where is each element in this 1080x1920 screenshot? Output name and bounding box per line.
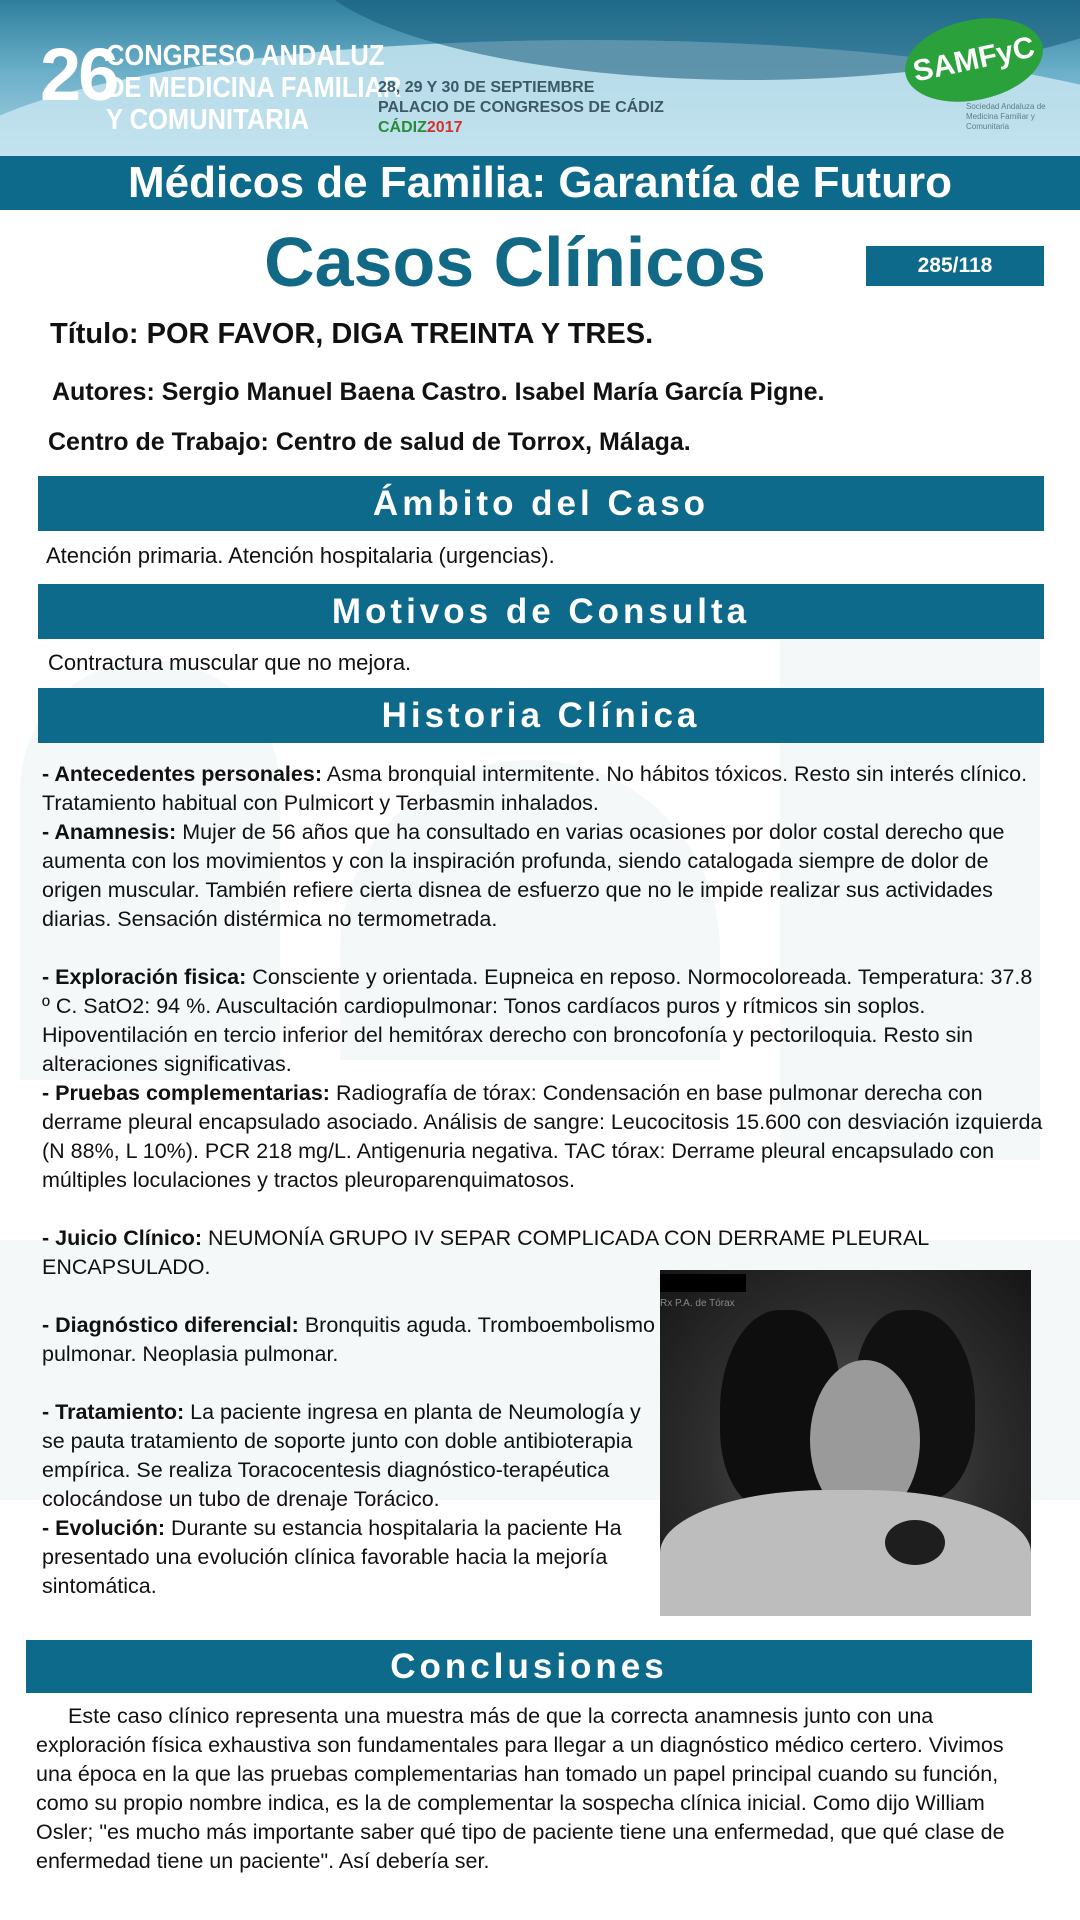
juicio-paragraph: - Juicio Clínico: NEUMONÍA GRUPO IV SEPAR COMPLICADA CON DERRAME PLEURAL ENCAPSULADO. xyxy=(42,1226,929,1279)
pruebas-paragraph: - Pruebas complementarias: Radiografía de tórax: Condensación en base pulmonar derecha con derrame pleural encapsulado asociado. Análisis de sangre: Leucocitosis 15.600 con desviación izquierda (N 88%, L 10%). PCR 218 mg/L. Antigenuria negativa. TAC tórax: Derrame pleural encapsulado con múltiples loculaciones y tractos pleuroparenquimatosos. xyxy=(42,1081,1043,1192)
section-header-ambito: Ámbito del Caso xyxy=(38,476,1044,531)
xray-caption: Rx P.A. de Tórax xyxy=(660,1298,735,1309)
diagnostico-paragraph: - Diagnóstico diferencial: Bronquitis aguda. Tromboembolismo pulmonar. Neoplasia pulmonar. xyxy=(42,1313,655,1366)
antecedentes-paragraph: - Antecedentes personales: Asma bronquial intermitente. No hábitos tóxicos. Resto sin interés clínico. Tratamiento habitual con Pulmicort y Terbasmin inhalados. xyxy=(42,762,1028,815)
case-workplace: Centro de Trabajo: Centro de salud de Torrox, Málaga. xyxy=(48,428,691,456)
congress-number: 26 xyxy=(40,33,117,116)
evolucion-paragraph: - Evolución: Durante su estancia hospitalaria la paciente Ha presentado una evolución clínica favorable hacia la mejoría sintomática. xyxy=(42,1516,622,1598)
conclusiones-text: Este caso clínico representa una muestra más de que la correcta anamnesis junto con una exploración física exhaustiva son fundamentales para llegar a un diagnóstico médico certero. Vivimos una época en la que las pruebas complementarias han tomado un papel principal cuando su función, como su propio nombre indica, es la de complementar la sospecha clínica inicial. Como dijo William Osler; "es mucho más importante saber qué tipo de paciente tiene una enfermedad, que qué clase de enfermedad tiene un paciente". Así debería ser. xyxy=(36,1704,1005,1873)
congress-banner xyxy=(0,0,1080,156)
ambito-text: Atención primaria. Atención hospitalaria (urgencias). xyxy=(46,543,555,568)
section-header-conclusiones: Conclusiones xyxy=(26,1640,1032,1693)
samfyc-subtitle: Sociedad Andaluza de Medicina Familiar y Comunitaria xyxy=(966,102,1046,131)
case-authors: Autores: Sergio Manuel Baena Castro. Isabel María García Pigne. xyxy=(52,378,825,406)
section-header-motivos: Motivos de Consulta xyxy=(38,584,1044,639)
anamnesis-paragraph: - Anamnesis: Mujer de 56 años que ha consultado en varias ocasiones por dolor costal derecho que aumenta con los movimientos y con la inspiración profunda, siendo catalogada siempre de dolor de origen muscular. También refiere cierta disnea de esfuerzo que no le impide realizar sus actividades diarias. Sensación distérmica no termometrada. xyxy=(42,820,1005,931)
congress-name: CONGRESO ANDALUZ DE MEDICINA FAMILIAR Y COMUNITARIA xyxy=(106,40,402,136)
tratamiento-paragraph: - Tratamiento: La paciente ingresa en planta de Neumología y se pauta tratamiento de soporte junto con doble antibioterapia empírica. Se realiza Toracocentesis diagnóstico-terapéutica colocándose un tubo de drenaje Torácico. xyxy=(42,1400,641,1511)
event-info: 28, 29 Y 30 DE SEPTIEMBRE PALACIO DE CONGRESOS DE CÁDIZ CÁDIZ2017 xyxy=(378,79,664,136)
motivos-text: Contractura muscular que no mejora. xyxy=(48,650,412,675)
section-header-historia: Historia Clínica xyxy=(38,688,1044,743)
chest-xray-image xyxy=(660,1270,1031,1616)
samfyc-logo: SAMFyC xyxy=(897,6,1051,113)
exploracion-paragraph: - Exploración fisica: Consciente y orientada. Eupneica en reposo. Normocoloreada. Temperatura: 37.8 º C. SatO2: 94 %. Auscultación cardiopulmonar: Tonos cardíacos puros y rítmicos sin soplos. Hipoventilación en tercio inferior del hemitórax derecho con broncofonía y pectoriloquia. Resto sin alteraciones significativas. xyxy=(42,965,1033,1076)
poster-code-badge: 285/118 xyxy=(866,246,1044,286)
poster-heading: Casos Clínicos xyxy=(264,223,766,301)
congress-motto: Médicos de Familia: Garantía de Futuro xyxy=(0,156,1080,210)
case-title: Título: POR FAVOR, DIGA TREINTA Y TRES. xyxy=(50,318,654,350)
